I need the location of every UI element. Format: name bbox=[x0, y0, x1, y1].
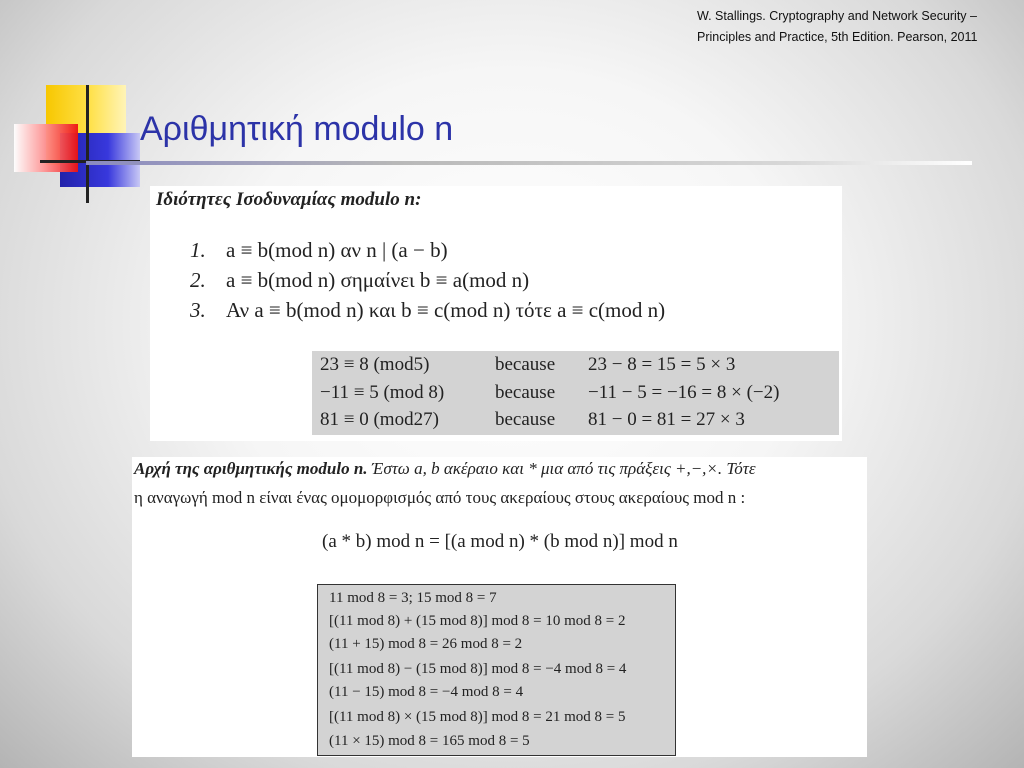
decorative-vertical-line bbox=[86, 85, 89, 203]
congruence-examples-table bbox=[312, 351, 839, 435]
property-number: 1. bbox=[190, 238, 206, 262]
property-text: a ≡ b(mod n) σημαίνει b ≡ a(mod n) bbox=[226, 268, 530, 292]
property-item bbox=[190, 268, 529, 293]
calculation-line: [(11 mod 8) × (15 mod 8)] mod 8 = 21 mod 8 = 5 bbox=[329, 709, 626, 725]
calculation-line: [(11 mod 8) − (15 mod 8)] mod 8 = −4 mod 8 = 4 bbox=[329, 661, 627, 677]
example-reason: 23 − 8 = 15 = 5 × 3 bbox=[588, 354, 736, 375]
title-underline bbox=[86, 161, 972, 165]
property-item bbox=[190, 238, 448, 263]
calculation-line: (11 × 15) mod 8 = 165 mod 8 = 5 bbox=[329, 733, 530, 749]
red-square bbox=[14, 124, 78, 172]
principle-intro-text: Έστω a, b ακέραιο και * μια από τις πράξεις +,−,×. Τότε bbox=[367, 459, 756, 478]
principle-homomorphism-text: η αναγωγή mod n είναι ένας ομομορφισμός από τους ακεραίους στους ακεραίους mod n : bbox=[134, 488, 746, 507]
calculation-line: 11 mod 8 = 3; 15 mod 8 = 7 bbox=[329, 590, 497, 606]
calculation-line: (11 − 15) mod 8 = −4 mod 8 = 4 bbox=[329, 684, 524, 700]
principle-formula: (a * b) mod n = [(a mod n) * (b mod n)] mod n bbox=[322, 531, 678, 552]
citation-line-2: Principles and Practice, 5th Edition. Pearson, 2011 bbox=[697, 30, 978, 44]
property-number: 2. bbox=[190, 268, 206, 292]
example-reason: 81 − 0 = 81 = 27 × 3 bbox=[588, 409, 745, 430]
calculation-line: [(11 mod 8) + (15 mod 8)] mod 8 = 10 mod 8 = 2 bbox=[329, 613, 626, 629]
slide-title: Αριθμητική modulo n bbox=[140, 110, 454, 148]
calculation-line: (11 + 15) mod 8 = 26 mod 8 = 2 bbox=[329, 636, 523, 652]
property-item bbox=[190, 298, 665, 323]
property-number: 3. bbox=[190, 298, 206, 322]
decorative-squares bbox=[0, 0, 140, 210]
property-text: Αν a ≡ b(mod n) και b ≡ c(mod n) τότε a ≡ c(mod n) bbox=[226, 298, 666, 322]
example-congruence: −11 ≡ 5 (mod 8) bbox=[320, 382, 445, 403]
example-because: because bbox=[495, 409, 556, 430]
calculation-examples-box bbox=[317, 584, 676, 756]
citation-line-1: W. Stallings. Cryptography and Network Security – bbox=[697, 9, 977, 23]
example-because: because bbox=[495, 382, 556, 403]
example-reason: −11 − 5 = −16 = 8 × (−2) bbox=[588, 382, 780, 403]
equivalence-properties-panel bbox=[150, 186, 842, 441]
citation bbox=[697, 6, 1019, 48]
modular-arithmetic-principle-panel bbox=[132, 457, 867, 757]
example-congruence: 23 ≡ 8 (mod5) bbox=[320, 354, 430, 375]
property-text: a ≡ b(mod n) αν n | (a − b) bbox=[226, 238, 448, 262]
example-congruence: 81 ≡ 0 (mod27) bbox=[320, 409, 439, 430]
principle-heading: Αρχή της αριθμητικής modulo n. bbox=[134, 459, 368, 478]
example-because: because bbox=[495, 354, 556, 375]
principle-intro bbox=[134, 459, 756, 479]
properties-heading: Ιδιότητες Ισοδυναμίας modulo n: bbox=[156, 189, 422, 210]
